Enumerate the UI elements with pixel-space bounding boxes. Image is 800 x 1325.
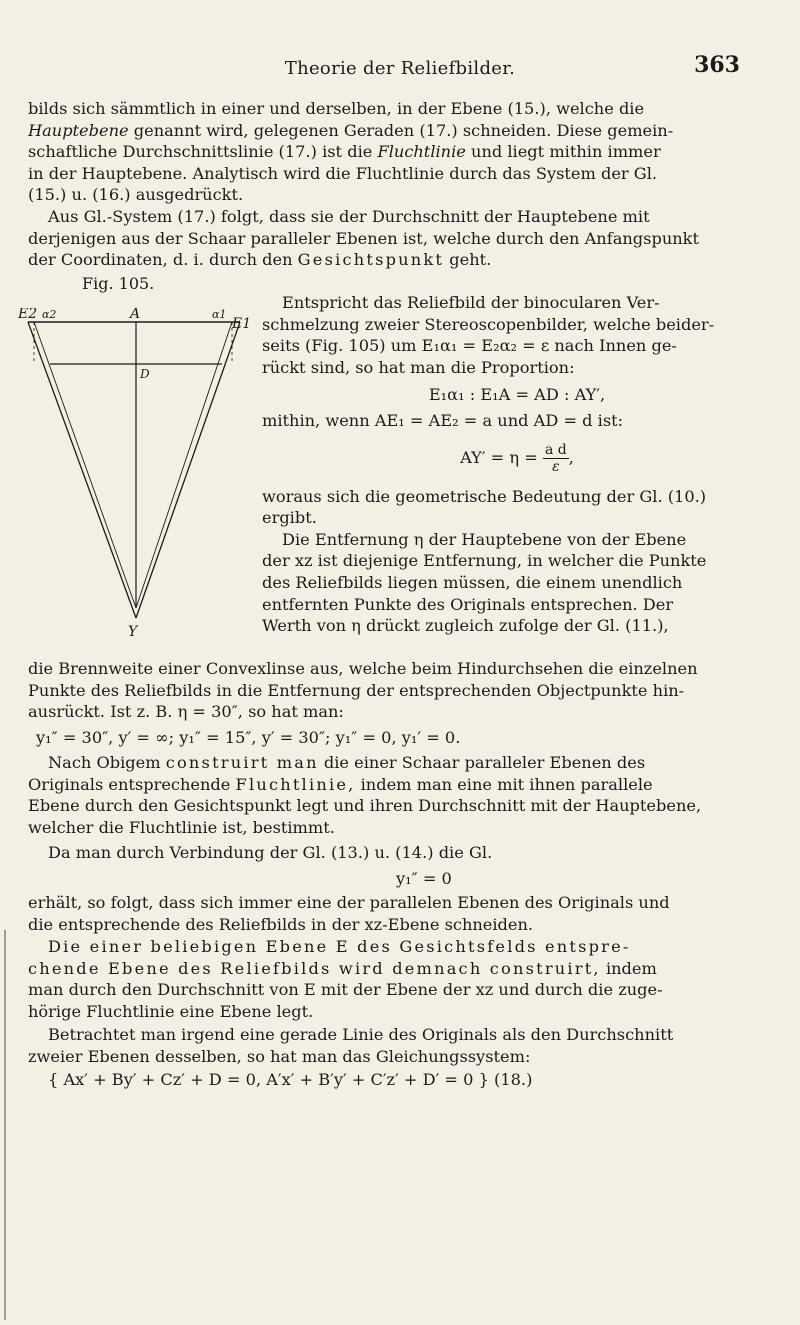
- italic-term: Hauptebene: [28, 120, 129, 140]
- text-line: ergibt.: [262, 508, 317, 528]
- figure-105: [18, 308, 258, 648]
- spaced-term: chende Ebene des Reliefbilds wird demnach construirt,: [28, 958, 601, 978]
- proportion-equation: E₁α₁ : E₁A = AD : AY′,: [428, 385, 606, 405]
- text-line: Die einer beliebigen Ebene E des Gesichtsfelds entspre-: [48, 937, 631, 956]
- text-line: man durch den Durchschnitt von E mit der Ebene der xz und durch die zuge-: [28, 980, 663, 1000]
- text-line: Werth von η drückt zugleich zufolge der Gl. (11.),: [262, 616, 669, 636]
- text-fragment: Nach Obigem: [48, 753, 161, 772]
- text-fragment: schaftliche Durchschnittslinie (17.) ist die: [28, 142, 373, 162]
- label-d: D: [140, 367, 150, 381]
- running-title: Theorie der Reliefbilder.: [284, 58, 516, 79]
- text-line: erhält, so folgt, dass sich immer eine der parallelen Ebenen des Originals und: [28, 893, 670, 912]
- text-line: in der Hauptebene. Analytisch wird die Fluchtlinie durch das System der Gl.: [28, 163, 658, 183]
- spaced-term: construirt man: [165, 753, 319, 772]
- text-line: rückt sind, so hat man die Proportion:: [262, 357, 575, 377]
- y1-equation: y₁″ = 0: [396, 868, 452, 888]
- text-line: [28, 774, 773, 796]
- label-e1: E1: [232, 316, 252, 332]
- text-fragment: die einer Schaar paralleler Ebenen des: [323, 753, 646, 772]
- fraction: [543, 442, 569, 475]
- fraction-denominator: ε: [552, 458, 560, 475]
- text-line: Aus Gl.-System (17.) folgt, dass sie der Durchschnitt der Hauptebene mit: [48, 207, 650, 226]
- text-line: Betrachtet man irgend eine gerade Linie des Originals als den Durchschnitt: [48, 1025, 674, 1044]
- text-fragment: und liegt mithin immer: [471, 142, 661, 162]
- text-line: der xz ist diejenige Entfernung, in welcher die Punkte: [262, 551, 707, 571]
- right-ray: [136, 322, 240, 618]
- inner-right-ray: [136, 322, 232, 608]
- text-line: Ebene durch den Gesichtspunkt legt und ihren Durchschnitt mit der Hauptebene,: [28, 796, 702, 816]
- paragraph-4: [28, 752, 773, 838]
- text-line: [28, 958, 773, 980]
- text-line: derjenigen aus der Schaar paralleler Ebenen ist, welche durch den Anfangspunkt: [28, 228, 699, 248]
- label-e2: E2: [18, 308, 38, 322]
- text-line: des Reliefbilds liegen müssen, die einem unendlich: [262, 572, 683, 592]
- label-a: A: [130, 308, 141, 322]
- text-line: entfernten Punkte des Originals entsprechen. Der: [262, 594, 674, 614]
- text-line: [28, 120, 773, 142]
- italic-term: Fluchtlinie: [377, 142, 466, 162]
- text-line: (15.) u. (16.) ausgedrückt.: [28, 185, 244, 205]
- paragraph-5: [28, 842, 773, 889]
- label-y: Y: [128, 624, 138, 640]
- paragraph-1: [28, 98, 773, 206]
- page-number: 363: [694, 52, 740, 78]
- text-fragment: der Coordinaten, d. i. durch den: [28, 250, 293, 270]
- figure-label: Fig. 105.: [82, 274, 155, 293]
- eta-equation: AY′ = η = $\frac{\text{a d}}{\varepsilon}$ ,: [460, 441, 574, 475]
- text-line: woraus sich die geometrische Bedeutung der Gl. (10.): [262, 486, 707, 506]
- spaced-term: Fluchtlinie,: [235, 774, 356, 794]
- text-line: Da man durch Verbindung der Gl. (13.) u. (14.) die Gl.: [48, 843, 493, 862]
- values-line: y₁″ = 30″, y′ = ∞; y₁″ = 15″, y′ = 30″; y₁″ = 0, y₁′ = 0.: [36, 727, 461, 747]
- spaced-term: Gesichtspunkt: [297, 250, 445, 270]
- equation-18: { Ax′ + By′ + Cz′ + D = 0, A′x′ + B′y′ + C′z′ + D′ = 0 } (18.): [48, 1070, 533, 1090]
- paragraph-8: [28, 1024, 773, 1091]
- text-fragment: indem: [605, 958, 657, 978]
- text-fragment: Originals entsprechende: [28, 774, 231, 794]
- paragraph-3: [28, 658, 773, 748]
- text-line: [28, 141, 773, 163]
- paragraph-7: [28, 936, 773, 1022]
- inner-left-ray: [34, 322, 136, 608]
- text-line: ausrückt. Ist z. B. η = 30″, so hat man:: [28, 702, 344, 722]
- text-line: schmelzung zweier Stereoscopenbilder, welche beider-: [262, 314, 715, 334]
- paragraph-2: [28, 206, 773, 271]
- eq-lhs: AY′ = η =: [460, 447, 538, 467]
- text-line: Entspricht das Reliefbild der binocularen Ver-: [282, 293, 660, 312]
- text-line: mithin, wenn AE₁ = AE₂ = a und AD = d ist:: [262, 410, 624, 430]
- text-line: [28, 752, 773, 774]
- text-fragment: genannt wird, gelegenen Geraden (17.) schneiden. Diese gemein-: [133, 120, 674, 140]
- text-line: Die Entfernung η der Hauptebene von der Ebene: [282, 529, 687, 549]
- text-line: welcher die Fluchtlinie ist, bestimmt.: [28, 817, 335, 837]
- page-edge-shadow: [4, 930, 6, 1320]
- text-fragment: geht.: [449, 250, 492, 270]
- label-alpha2: α2: [42, 308, 57, 321]
- text-line: hörige Fluchtlinie eine Ebene legt.: [28, 1001, 314, 1021]
- text-line: die entsprechende des Reliefbilds in der xz-Ebene schneiden.: [28, 914, 534, 934]
- text-line: Punkte des Reliefbilds in die Entfernung der entsprechenden Objectpunkte hin-: [28, 680, 685, 700]
- left-ray: [28, 322, 136, 618]
- text-line: [28, 249, 773, 271]
- text-line: seits (Fig. 105) um E₁α₁ = E₂α₂ = ε nach Innen ge-: [262, 336, 677, 356]
- paragraph-6: [28, 892, 773, 935]
- text-line: die Brennweite einer Convexlinse aus, welche beim Hindurchsehen die einzelnen: [28, 659, 698, 678]
- text-line: zweier Ebenen desselben, so hat man das Gleichungssystem:: [28, 1046, 531, 1066]
- fraction-numerator: a d: [544, 441, 567, 458]
- text-line: bilds sich sämmtlich in einer und derselben, in der Ebene (15.), welche die: [28, 99, 645, 118]
- label-alpha1: α1: [212, 308, 227, 321]
- wrap-text: [262, 292, 772, 637]
- text-fragment: indem man eine mit ihnen parallele: [360, 774, 653, 794]
